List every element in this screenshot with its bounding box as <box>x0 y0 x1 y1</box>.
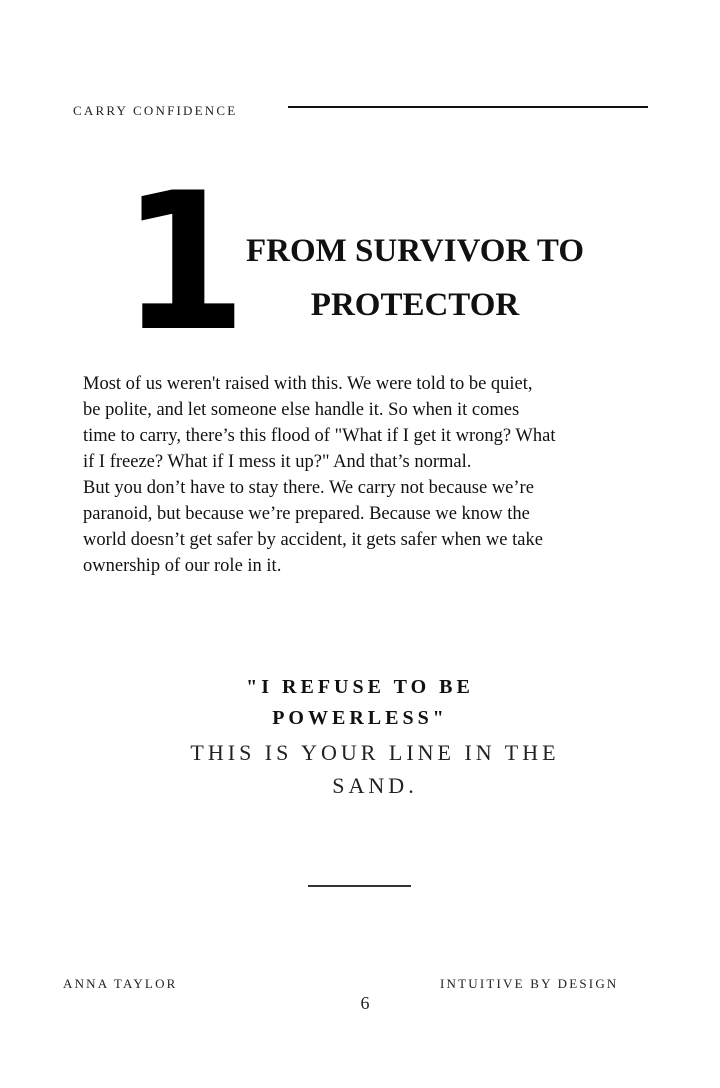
body-line: time to carry, there’s this flood of "What if I get it wrong? What <box>83 426 556 446</box>
body-line: be polite, and let someone else handle it. So when it comes <box>83 400 520 420</box>
body-line: if I freeze? What if I mess it up?" And that’s normal. <box>83 452 472 472</box>
body-line: Most of us weren't raised with this. We were told to be quiet, <box>83 374 533 394</box>
chapter-number: 1 <box>121 152 242 373</box>
body-line: paranoid, but because we’re prepared. Because we know the <box>83 504 530 524</box>
chapter-title-line: FROM SURVIVOR TO <box>246 233 584 269</box>
header-divider <box>288 106 648 108</box>
body-line: ownership of our role in it. <box>83 556 282 576</box>
section-divider <box>308 885 411 887</box>
page-number: 6 <box>360 993 370 1013</box>
pull-quote-line: POWERLESS" <box>272 707 448 729</box>
tagline-line: THIS IS YOUR LINE IN THE <box>190 740 560 765</box>
body-paragraph <box>83 371 683 579</box>
pull-quote-line: "I REFUSE TO BE <box>246 676 474 698</box>
tagline <box>140 736 610 802</box>
footer-brand: INTUITIVE BY DESIGN <box>440 976 619 991</box>
pull-quote <box>140 672 580 734</box>
chapter-title-line: PROTECTOR <box>310 287 520 323</box>
body-line: world doesn’t get safer by accident, it gets safer when we take <box>83 530 543 550</box>
body-line: But you don’t have to stay there. We carry not because we’re <box>83 478 534 498</box>
footer-author: ANNA TAYLOR <box>63 976 178 991</box>
running-header: CARRY CONFIDENCE <box>73 103 238 118</box>
chapter-title <box>215 224 615 332</box>
tagline-line: SAND. <box>332 773 418 798</box>
